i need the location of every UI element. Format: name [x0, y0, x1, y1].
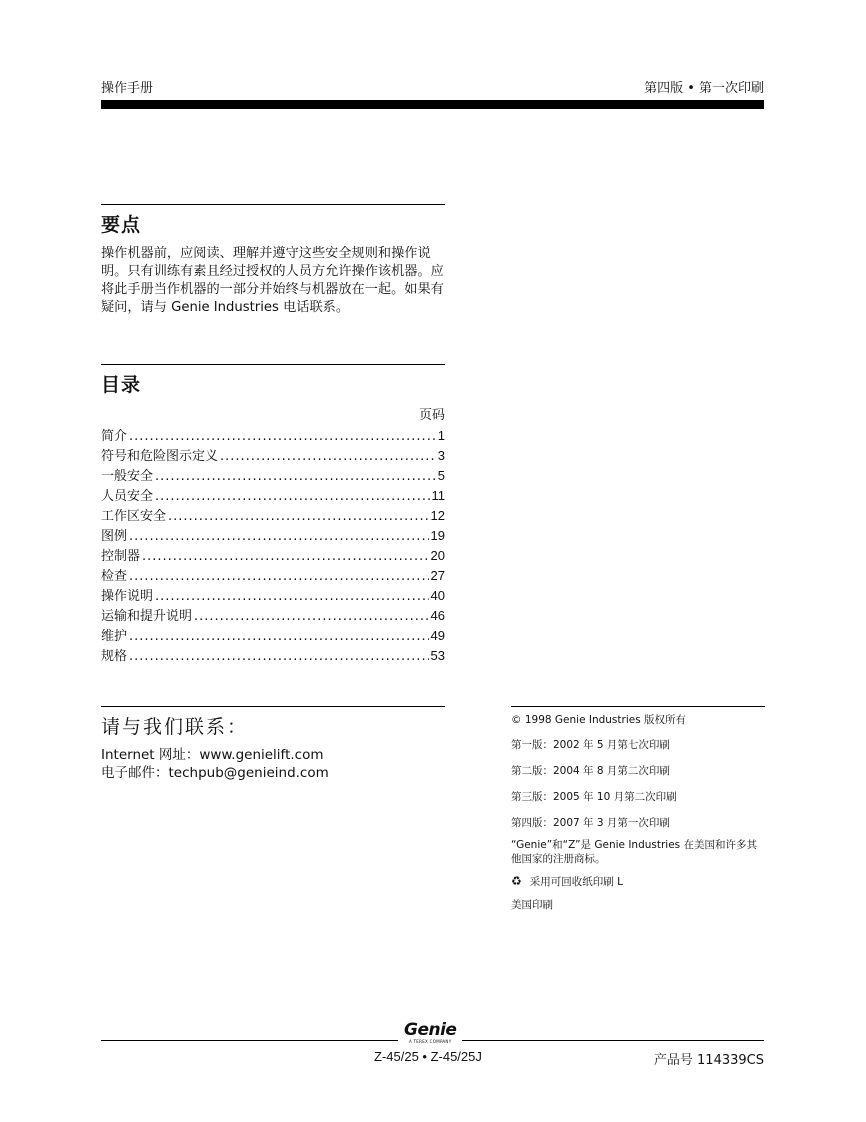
toc-leader — [129, 567, 429, 587]
toc-leader — [142, 547, 429, 567]
important-body: 操作机器前，应阅读、理解并遵守这些安全规则和操作说明。只有训练有素且经过授权的人员方允许操作该机器。应将此手册当作机器的一部分并始终与机器放在一起。如果有疑问，请与 Genie Industries 电话联系。 — [101, 246, 444, 315]
copyright-block — [511, 712, 765, 920]
edition-line: 第四版：2007 年 3 月第一次印刷 — [511, 817, 670, 829]
toc-leader — [155, 487, 429, 507]
copyright-rule — [511, 706, 765, 707]
contact-info — [101, 746, 329, 782]
toc-page: 40 — [430, 588, 445, 603]
copyright-line: © 1998 Genie Industries 版权所有 — [511, 714, 687, 726]
toc-leader — [155, 587, 429, 607]
trademark-note: “Genie”和“Z”是 Genie Industries 在美国和许多其他国家的注册商标。 — [511, 839, 757, 865]
toc-page: 27 — [430, 568, 445, 583]
toc-label: 控制器 — [101, 549, 141, 564]
toc-label: 运输和提升说明 — [101, 609, 193, 624]
toc-label: 一般安全 — [101, 469, 154, 484]
toc-leader — [168, 507, 429, 527]
email-link[interactable]: 电子邮件：techpub@genieind.com — [101, 765, 329, 781]
recycled-text: 采用可回收纸印刷 L — [529, 876, 623, 888]
printed-in: 美国印刷 — [511, 899, 553, 911]
part-number: 产品号 114339CS — [653, 1053, 764, 1068]
important-title: 要点 — [101, 214, 142, 236]
toc-row[interactable] — [101, 566, 445, 586]
toc-page: 12 — [430, 508, 445, 523]
header-bar — [101, 100, 764, 109]
toc-label: 规格 — [101, 649, 128, 664]
toc-title: 目录 — [101, 374, 142, 396]
toc-leader — [220, 447, 436, 467]
toc-row[interactable] — [101, 486, 445, 506]
toc-row[interactable] — [101, 586, 445, 606]
toc-row[interactable] — [101, 626, 445, 646]
edition-line: 第二版：2004 年 8 月第二次印刷 — [511, 765, 670, 777]
toc-label: 维护 — [101, 629, 128, 644]
header-edition: 第四版 • 第一次印刷 — [644, 81, 764, 96]
website-link[interactable]: Internet 网址：www.genielift.com — [101, 747, 324, 763]
toc-page: 11 — [431, 488, 445, 503]
toc-label: 简介 — [101, 429, 128, 444]
toc-label: 操作说明 — [101, 589, 154, 604]
toc-rule — [101, 364, 445, 365]
toc-label: 图例 — [101, 529, 128, 544]
toc-page: 46 — [430, 608, 445, 623]
toc-row[interactable] — [101, 606, 445, 626]
toc-page: 1 — [437, 428, 445, 443]
toc-leader — [129, 647, 429, 667]
toc-row[interactable] — [101, 466, 445, 486]
toc-page: 19 — [430, 528, 445, 543]
logo-wordmark: Genie — [404, 1020, 457, 1040]
toc-page: 3 — [437, 448, 445, 463]
toc-page: 53 — [430, 648, 445, 663]
toc-label: 检查 — [101, 569, 128, 584]
toc-row[interactable] — [101, 546, 445, 566]
toc-row[interactable] — [101, 506, 445, 526]
toc-row[interactable] — [101, 446, 445, 466]
toc-leader — [194, 607, 429, 627]
toc-leader — [129, 627, 429, 647]
toc-label: 人员安全 — [101, 489, 154, 504]
important-rule — [101, 204, 445, 205]
toc-page-header: 页码 — [418, 408, 445, 423]
toc-leader — [129, 527, 429, 547]
toc-row[interactable] — [101, 426, 445, 446]
logo-tagline: A TEREX COMPANY — [408, 1039, 452, 1044]
table-of-contents — [101, 406, 445, 666]
contact-rule — [101, 706, 445, 707]
recycled-note — [511, 874, 765, 889]
toc-page: 20 — [430, 548, 445, 563]
toc-label: 符号和危险图示定义 — [101, 449, 219, 464]
edition-line: 第一版：2002 年 5 月第七次印刷 — [511, 739, 670, 751]
toc-page: 49 — [430, 628, 445, 643]
recycle-icon: ♻ — [511, 874, 522, 888]
contact-title: 请与我们联系： — [101, 716, 249, 738]
header-manual-title: 操作手册 — [101, 81, 154, 96]
toc-leader — [129, 427, 436, 447]
genie-logo — [398, 1022, 462, 1044]
toc-label: 工作区安全 — [101, 509, 167, 524]
model-number: Z-45/25 • Z-45/25J — [374, 1049, 482, 1064]
toc-page: 5 — [437, 468, 445, 483]
toc-row[interactable] — [101, 646, 445, 666]
edition-line: 第三版：2005 年 10 月第二次印刷 — [511, 791, 677, 803]
toc-row[interactable] — [101, 526, 445, 546]
toc-leader — [155, 467, 436, 487]
